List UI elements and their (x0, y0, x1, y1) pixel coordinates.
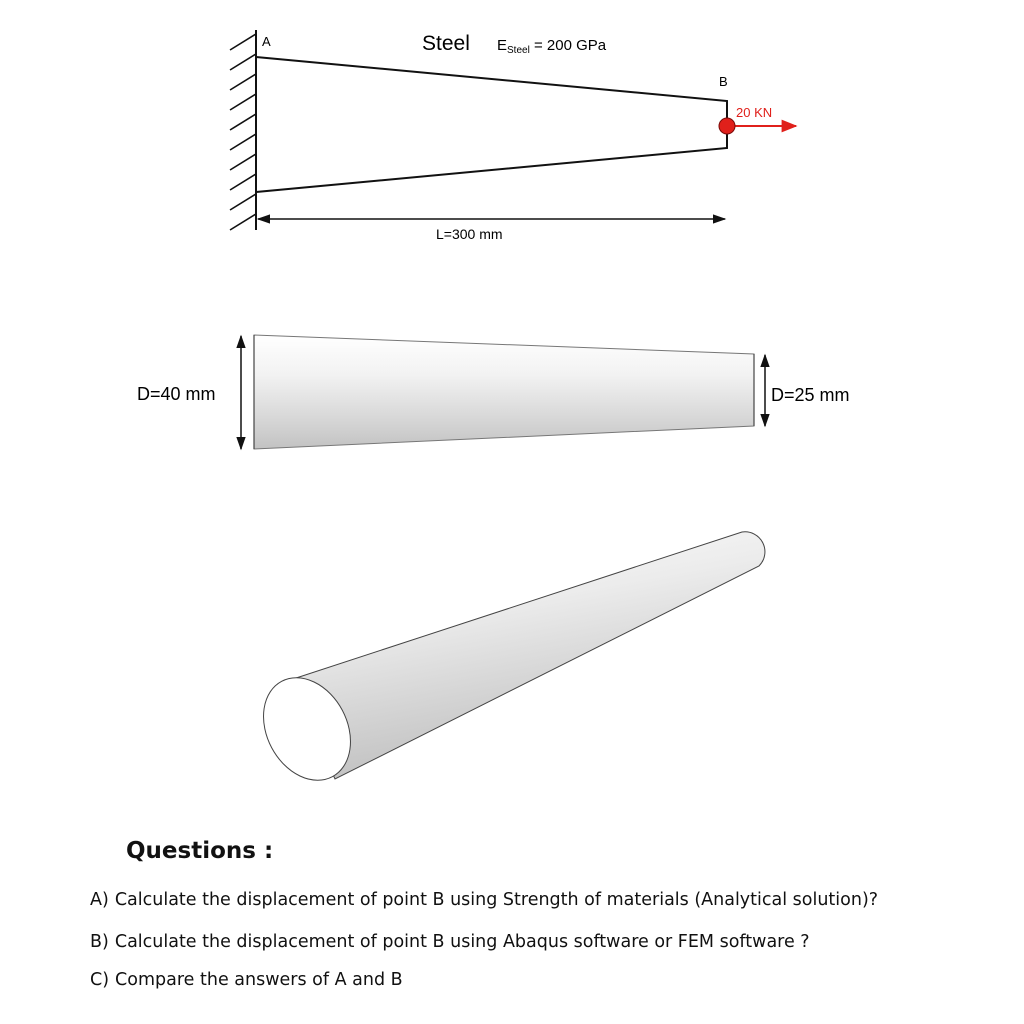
tapered-bar-side-view (254, 335, 754, 449)
point-b-marker (719, 118, 735, 134)
question-b-letter: B) (90, 932, 109, 952)
fixed-support (230, 30, 256, 230)
question-b (90, 932, 810, 952)
load-label: 20 KN (736, 105, 773, 120)
label-point-a: A (262, 34, 271, 49)
questions-title: Questions : (126, 838, 274, 864)
modulus-value: = 200 GPa (529, 37, 607, 54)
question-a-text: Calculate the displacement of point B using Strength of materials (Analytical solution)? (114, 890, 879, 910)
question-a-letter: A) (90, 890, 109, 910)
left-diameter-label: D=40 mm (137, 384, 216, 404)
question-c-text: Compare the answers of A and B (115, 970, 403, 990)
length-label: L=300 mm (436, 226, 503, 242)
modulus-sub: Steel (507, 45, 530, 56)
tapered-bar-outline (256, 57, 727, 192)
tapered-rod-3d-view (246, 532, 765, 796)
material-label: Steel (422, 32, 470, 55)
label-point-b: B (719, 74, 728, 89)
modulus-label (497, 37, 607, 56)
right-diameter-label: D=25 mm (771, 385, 850, 405)
question-c-letter: C) (90, 970, 110, 990)
modulus-prefix: E (497, 37, 508, 54)
question-a (90, 890, 878, 910)
load-arrow (719, 118, 796, 134)
question-c (90, 970, 403, 990)
question-b-text: Calculate the displacement of point B using Abaqus software or FEM software ? (114, 932, 810, 952)
